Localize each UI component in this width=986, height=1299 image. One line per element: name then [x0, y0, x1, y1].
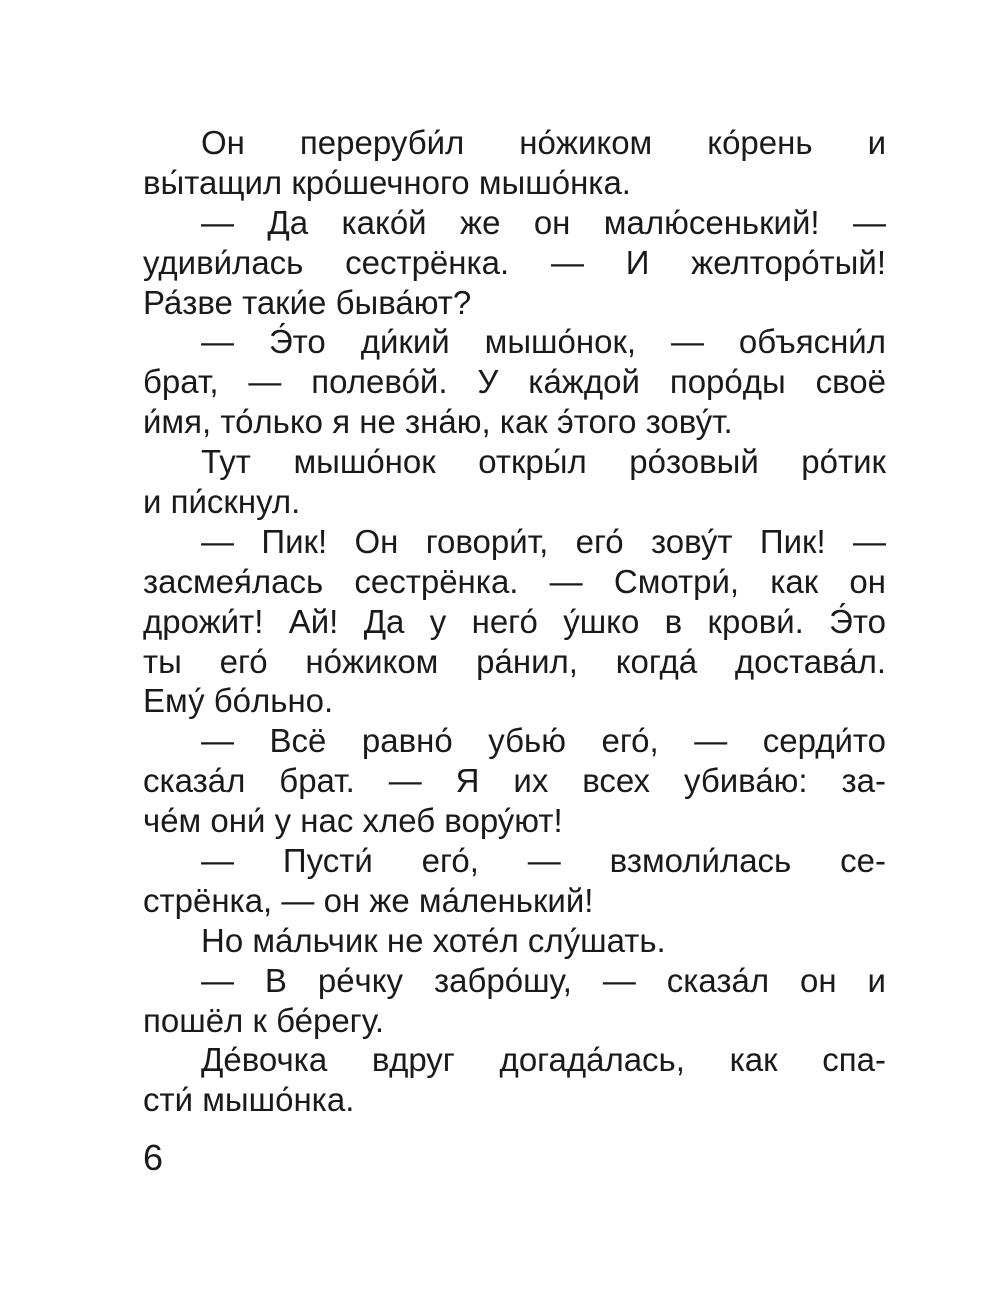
- text-line: Тут мышо́нок откры́л ро́зовый ро́тик: [201, 443, 886, 481]
- body-text: [143, 123, 886, 1120]
- text-line: — Да како́й же он малю́сенький! —: [201, 203, 886, 241]
- text-line: вы́тащил кро́шечного мышо́нка.: [143, 163, 631, 201]
- text-line: и́мя, то́лько я не зна́ю, как э́того зову́т.: [143, 403, 733, 441]
- text-line: — Пик! Он говори́т, его́ зову́т Пик! —: [201, 522, 886, 560]
- page-number: 6: [143, 1137, 164, 1178]
- text-line: — Всё равно́ убью́ его́, — серди́то: [201, 722, 886, 760]
- text-line: удиви́лась сестрёнка. — И желторо́тый!: [143, 243, 886, 281]
- text-line: пошёл к бе́регу.: [143, 1001, 385, 1039]
- text-line: брат, — полево́й. У ка́ждой поро́ды своё: [143, 363, 886, 401]
- text-line: сти́ мышо́нка.: [143, 1081, 355, 1119]
- text-line: сказа́л брат. — Я их всех убива́ю: за-: [143, 762, 886, 800]
- text-line: стрёнка, — он же ма́ленький!: [143, 881, 594, 919]
- text-line: Ра́зве таки́е быва́ют?: [143, 283, 472, 321]
- text-line: и пи́скнул.: [143, 483, 301, 521]
- text-line: Де́вочка вдруг догада́лась, как спа-: [201, 1041, 886, 1079]
- text-line: че́м они́ у нас хлеб вору́ют!: [143, 802, 563, 840]
- text-line: Но ма́льчик не хоте́л слу́шать.: [201, 921, 666, 959]
- text-line: — Пусти́ его́, — взмоли́лась се-: [201, 842, 886, 880]
- text-line: дрожи́т! Ай! Да у него́ у́шко в крови́. Э́то: [143, 602, 886, 640]
- text-line: ты его́ но́жиком ра́нил, когда́ достава́л.: [143, 642, 886, 680]
- text-line: засмея́лась сестрёнка. — Смотри́, как он: [143, 562, 886, 600]
- text-line: — Э́то ди́кий мышо́нок, — объясни́л: [201, 323, 886, 361]
- text-line: Ему́ бо́льно.: [143, 682, 334, 720]
- text-line: Он переруби́л но́жиком ко́рень и: [201, 124, 886, 161]
- text-line: — В ре́чку забро́шу, — сказа́л он и: [201, 961, 886, 999]
